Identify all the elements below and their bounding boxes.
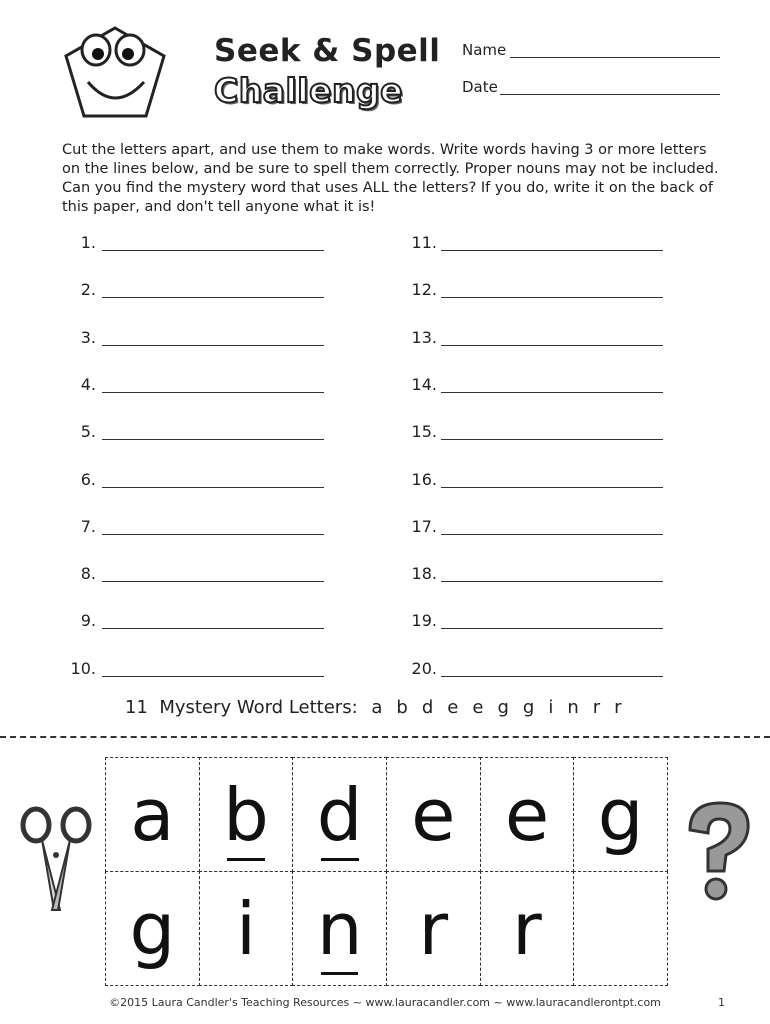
date-label: Date [462, 78, 498, 96]
line-number: 18. [411, 564, 437, 584]
line-number: 16. [411, 469, 437, 489]
letter-card-letter: e [504, 772, 550, 857]
instructions-text: Cut the letters apart, and use them to make words. Write words having 3 or more letters on the lines below, and be sure to spell them correctly. Proper nouns may not be included. Can you find the mystery word that uses ALL the letters? If you do, write it on the back of this paper, and don't tell anyone what it is! [62, 142, 719, 215]
letter-card-letter: b [223, 772, 269, 857]
mystery-letter: r [614, 697, 622, 718]
mystery-letter: n [567, 697, 579, 718]
line-number: 8. [80, 564, 96, 584]
letter-card[interactable] [573, 757, 668, 872]
answer-line[interactable] [102, 250, 324, 251]
line-number: 12. [411, 280, 437, 300]
answer-line[interactable] [102, 439, 324, 440]
mystery-letter-list [363, 697, 621, 718]
line-number: 9. [80, 611, 96, 631]
line-number: 2. [80, 280, 96, 300]
mystery-letter: e [447, 697, 459, 718]
answer-line[interactable] [441, 392, 663, 393]
line-number: 3. [80, 327, 96, 347]
letter-card[interactable] [573, 871, 668, 986]
letter-card-letter: g [129, 886, 176, 971]
answer-line[interactable] [102, 487, 324, 488]
letter-card-letter: r [512, 886, 542, 971]
answer-line[interactable] [102, 297, 324, 298]
mystery-letter: i [548, 697, 554, 718]
page-number: 1 [718, 996, 725, 1009]
letter-card-letter: r [418, 886, 449, 971]
footer-copyright: ©2015 Laura Candler's Teaching Resources ~ www.lauracandler.com ~ www.lauracandlerontpt.com [109, 996, 661, 1009]
letter-card[interactable] [292, 871, 387, 986]
letter-card-letter: g [597, 772, 644, 857]
line-number: 7. [80, 516, 96, 536]
letter-card-letter: a [130, 772, 175, 857]
letter-card[interactable] [199, 757, 294, 872]
name-field[interactable] [510, 57, 720, 58]
line-number: 11. [411, 233, 437, 252]
mystery-letter-count: 11 [125, 697, 148, 718]
mystery-letter: g [522, 697, 535, 718]
line-number: 6. [80, 469, 96, 489]
line-number: 20. [411, 658, 437, 678]
mystery-label: Mystery Word Letters: [159, 697, 358, 718]
letter-card[interactable] [105, 871, 200, 986]
scissors-icon [16, 800, 96, 915]
answer-line[interactable] [441, 628, 663, 629]
mystery-letter: b [396, 697, 408, 718]
mystery-word-letters [125, 697, 622, 718]
letter-card-letter: e [411, 772, 456, 857]
answer-line[interactable] [441, 250, 663, 251]
answer-line[interactable] [441, 534, 663, 535]
mystery-letter: e [472, 697, 484, 718]
answer-line[interactable] [102, 345, 324, 346]
line-number: 15. [411, 422, 437, 442]
line-number: 5. [80, 422, 96, 442]
line-number: 4. [80, 374, 96, 394]
line-number: 17. [411, 516, 437, 536]
mystery-letter: d [421, 697, 434, 718]
title-line-2: Challenge [214, 71, 403, 110]
smiling-pentagon-icon [60, 22, 170, 122]
cut-line [0, 736, 770, 738]
date-field[interactable] [500, 94, 720, 95]
title-line-1: Seek & Spell [214, 33, 441, 69]
line-number: 19. [411, 611, 437, 631]
answer-line[interactable] [102, 676, 324, 677]
line-number: 1. [80, 233, 96, 252]
line-number: 14. [411, 374, 437, 394]
letter-card[interactable] [480, 871, 575, 986]
answer-line[interactable] [441, 581, 663, 582]
line-number: 10. [70, 658, 96, 678]
answer-line[interactable] [102, 581, 324, 582]
mystery-letter: g [497, 697, 509, 718]
answer-line[interactable] [441, 439, 663, 440]
answer-line[interactable] [441, 345, 663, 346]
letter-cards-grid [105, 757, 667, 985]
answer-line[interactable] [441, 676, 663, 677]
letter-card[interactable] [292, 757, 387, 872]
letter-card[interactable] [480, 757, 575, 872]
answer-line[interactable] [102, 628, 324, 629]
answer-line[interactable] [102, 392, 324, 393]
letter-card[interactable] [386, 871, 481, 986]
question-mark-icon [672, 795, 762, 905]
letter-card[interactable] [199, 871, 294, 986]
mystery-letter: r [592, 697, 601, 718]
answer-line[interactable] [441, 297, 663, 298]
letter-card-letter: i [235, 886, 256, 971]
answer-line[interactable] [102, 534, 324, 535]
line-number: 13. [411, 327, 437, 347]
answer-line[interactable] [441, 487, 663, 488]
letter-card[interactable] [386, 757, 481, 872]
letter-card-letter: d [316, 772, 363, 857]
name-label: Name [462, 41, 507, 59]
letter-card[interactable] [105, 757, 200, 872]
letter-card-letter: n [316, 886, 363, 971]
mystery-letter: a [371, 697, 383, 718]
